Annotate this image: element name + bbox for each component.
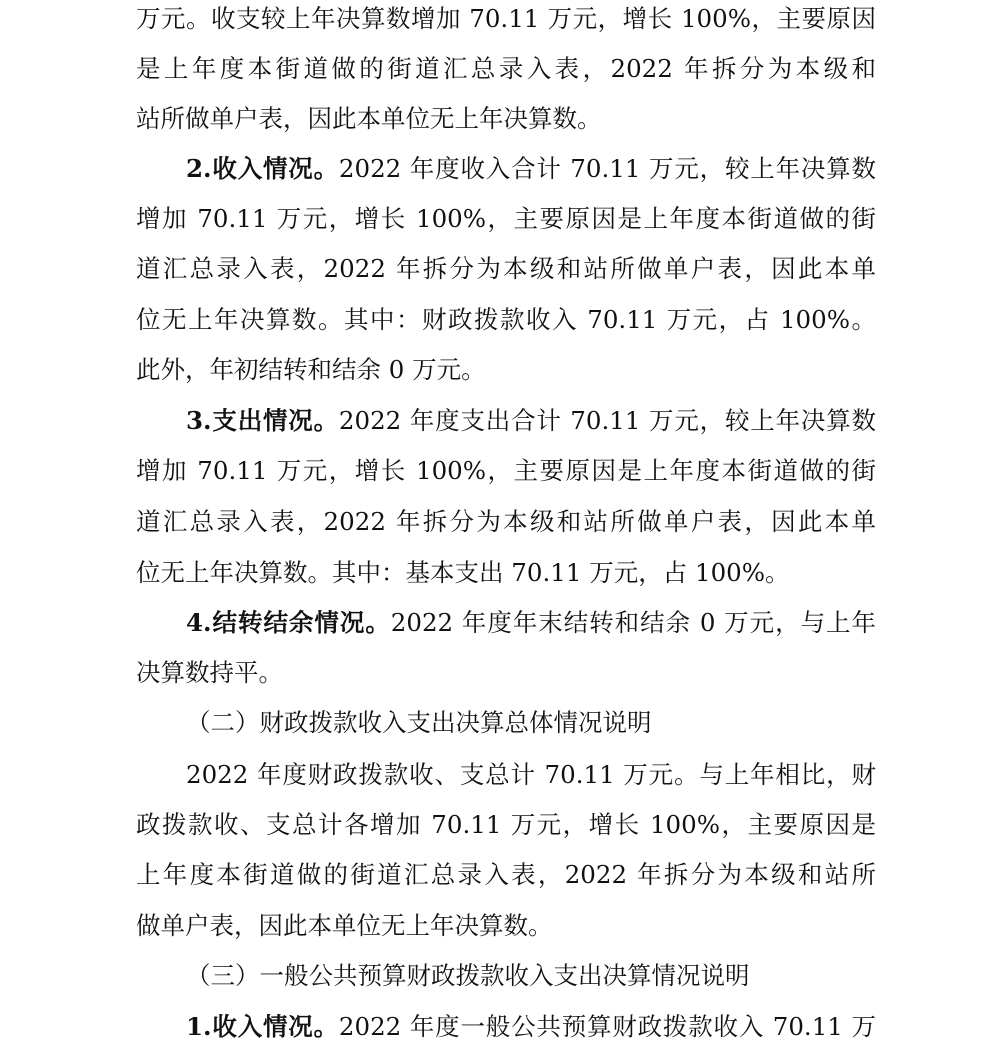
section-heading: 4.结转结余情况。 (186, 608, 391, 637)
section-heading: 1.收入情况。 (186, 1012, 339, 1041)
line-text: 2022 年度财政拨款收、支总计 70.11 万元。与上年相比，财 (186, 760, 876, 789)
line-text: （三）一般公共预算财政拨款收入支出决算情况说明 (186, 961, 750, 990)
paragraph-line (136, 800, 876, 850)
section-heading: 2.收入情况。 (186, 154, 339, 183)
line-text: （二）财政拨款收入支出决算总体情况说明 (186, 708, 652, 737)
line-text: 2022 年度支出合计 70.11 万元，较上年决算数 (338, 406, 876, 435)
paragraph-line (136, 194, 876, 244)
subsection-title (186, 698, 876, 748)
paragraph-line (136, 94, 876, 144)
line-text: 政拨款收、支总计各增加 70.11 万元，增长 100%，主要原因是 (136, 810, 876, 839)
line-text: 站所做单户表，因此本单位无上年决算数。 (136, 104, 602, 133)
line-text: 万元。收支较上年决算数增加 70.11 万元，增长 100%，主要原因 (136, 4, 876, 33)
paragraph-line (136, 648, 876, 698)
line-text: 道汇总录入表，2022 年拆分为本级和站所做单户表，因此本单 (136, 254, 876, 283)
paragraph-line (136, 901, 876, 951)
paragraph-line (136, 850, 876, 900)
paragraph-line (136, 345, 876, 395)
line-text: 是上年度本街道做的街道汇总录入表，2022 年拆分为本级和 (136, 54, 876, 83)
paragraph-line (186, 144, 876, 194)
paragraph-line (186, 1002, 876, 1052)
line-text: 此外，年初结转和结余 0 万元。 (136, 355, 486, 384)
paragraph-line (136, 0, 876, 44)
line-text: 2022 年度收入合计 70.11 万元，较上年决算数 (338, 154, 876, 183)
line-text: 2022 年度一般公共预算财政拨款收入 70.11 万 (338, 1012, 876, 1041)
paragraph-line (136, 244, 876, 294)
line-text: 决算数持平。 (136, 658, 283, 687)
paragraph-line (136, 446, 876, 496)
line-text: 位无上年决算数。其中：财政拨款收入 70.11 万元，占 100%。 (136, 305, 876, 334)
paragraph-line (186, 750, 876, 800)
subsection-title (186, 951, 876, 1001)
line-text: 增加 70.11 万元，增长 100%，主要原因是上年度本街道做的街 (136, 456, 876, 485)
line-text: 道汇总录入表，2022 年拆分为本级和站所做单户表，因此本单 (136, 507, 876, 536)
line-text: 位无上年决算数。其中：基本支出 70.11 万元，占 100%。 (136, 558, 790, 587)
line-text: 上年度本街道做的街道汇总录入表，2022 年拆分为本级和站所 (136, 860, 876, 889)
paragraph-line (186, 598, 876, 648)
paragraph-line (136, 295, 876, 345)
paragraph-line (136, 548, 876, 598)
line-text: 增加 70.11 万元，增长 100%，主要原因是上年度本街道做的街 (136, 204, 876, 233)
paragraph-line (136, 497, 876, 547)
paragraph-line (186, 396, 876, 446)
section-heading: 3.支出情况。 (186, 406, 339, 435)
paragraph-line (136, 44, 876, 94)
line-text: 2022 年度年末结转和结余 0 万元，与上年 (390, 608, 876, 637)
line-text: 做单户表，因此本单位无上年决算数。 (136, 911, 553, 940)
